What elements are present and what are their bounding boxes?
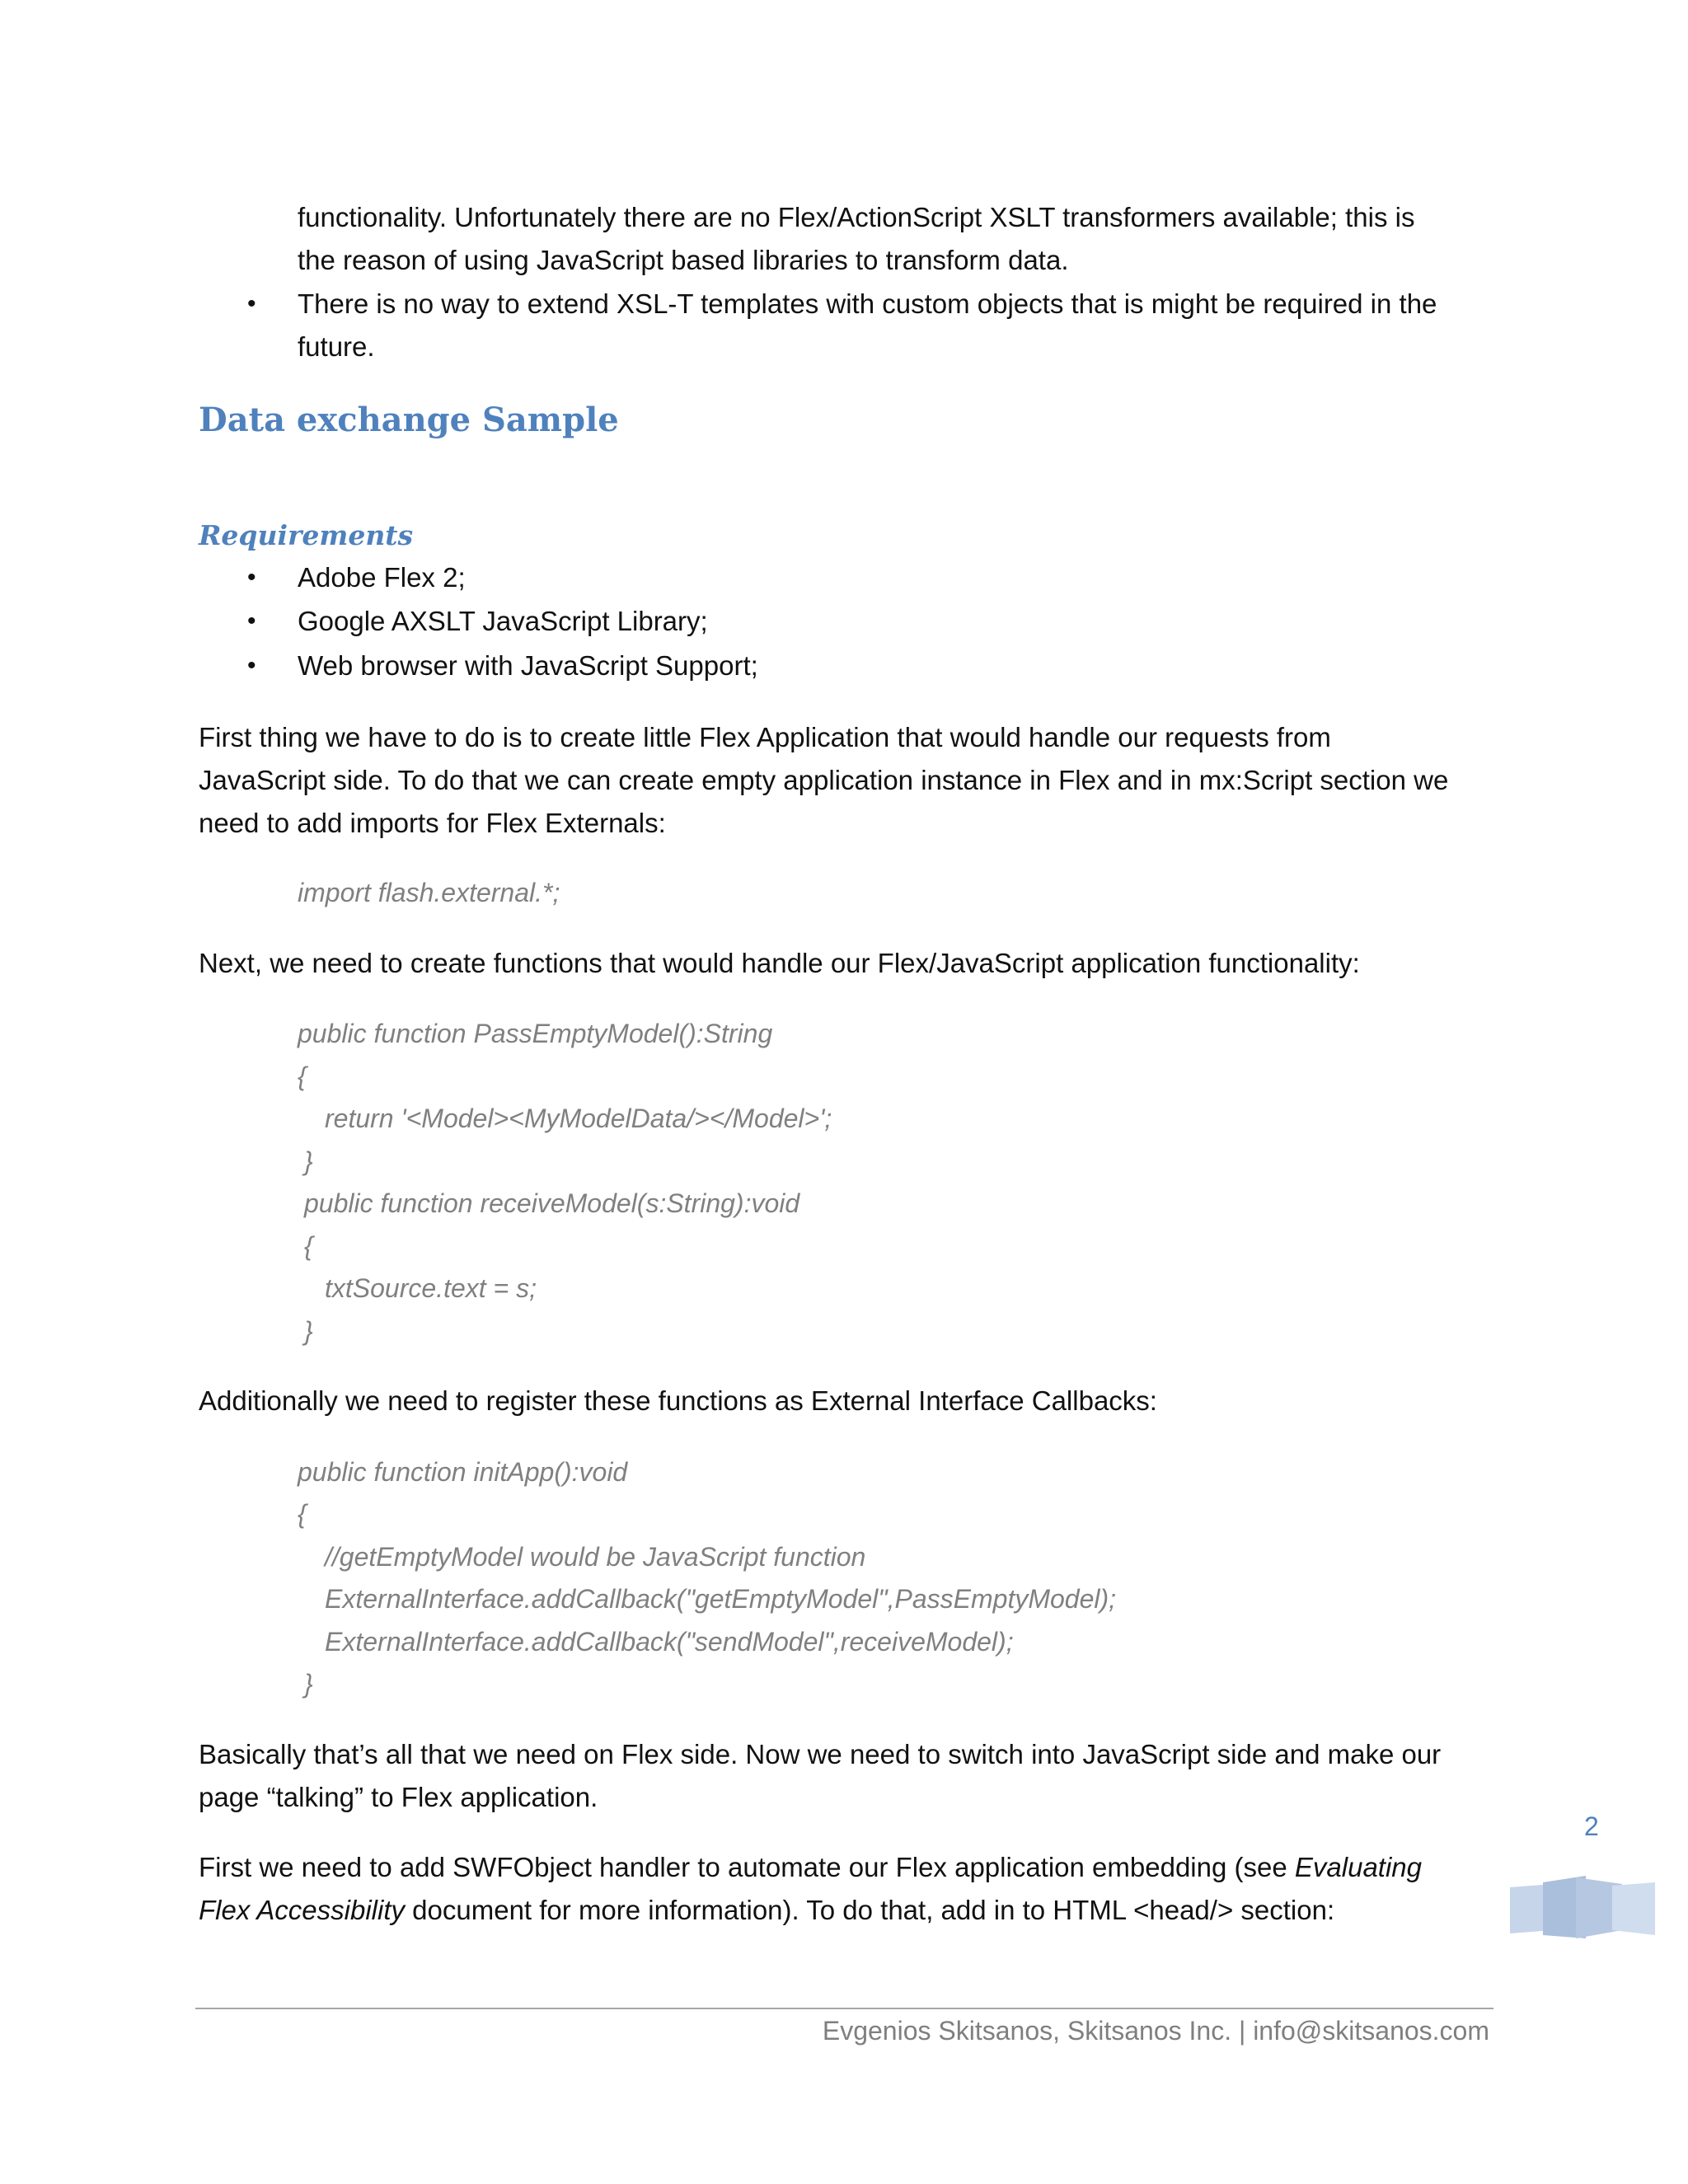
footer-text: Evgenios Skitsanos, Skitsanos Inc. | info@skitsanos.com xyxy=(822,2016,1489,2046)
paragraph-text: document for more information). To do that, add in to HTML <head/> section: xyxy=(405,1895,1335,1925)
code-line: public function initApp():void xyxy=(298,1457,628,1487)
document-reference: Evaluating xyxy=(1294,1852,1422,1882)
paragraph-line: First thing we have to do is to create little Flex Application that would handle our requests from xyxy=(199,722,1331,752)
paragraph-line: Additionally we need to register these functions as External Interface Callbacks: xyxy=(199,1385,1157,1416)
bullet-icon: • xyxy=(247,290,256,317)
requirement-item: Google AXSLT JavaScript Library; xyxy=(298,606,708,636)
code-line: { xyxy=(298,1062,307,1091)
code-line: { xyxy=(304,1231,313,1261)
paragraph-line xyxy=(199,1889,1334,1932)
page-ribbon-icon xyxy=(1508,1876,1657,1942)
code-line: ExternalInterface.addCallback("getEmptyModel",PassEmptyModel); xyxy=(325,1584,1117,1614)
paragraph-line: JavaScript side. To do that we can create empty application instance in Flex and in mx:Script section we xyxy=(199,765,1449,795)
intro-line-2: the reason of using JavaScript based libraries to transform data. xyxy=(298,245,1069,275)
bullet-icon: • xyxy=(247,607,256,635)
paragraph-text: First we need to add SWFObject handler to automate our Flex application embedding (see xyxy=(199,1852,1295,1882)
intro-bullet-line-1: There is no way to extend XSL-T templates with custom objects that is might be required in the xyxy=(298,288,1437,319)
paragraph-line xyxy=(199,1846,1422,1889)
paragraph-line: page “talking” to Flex application. xyxy=(199,1782,598,1812)
intro-line-1: functionality. Unfortunately there are no Flex/ActionScript XSLT transformers available; this is xyxy=(298,202,1415,232)
bullet-icon: • xyxy=(247,564,256,591)
code-line: } xyxy=(304,1669,313,1699)
requirement-item: Web browser with JavaScript Support; xyxy=(298,650,758,681)
code-line: txtSource.text = s; xyxy=(325,1273,537,1303)
section-heading: Data exchange Sample xyxy=(199,401,619,439)
code-line: ExternalInterface.addCallback("sendModel",receiveModel); xyxy=(325,1627,1014,1657)
paragraph-line: Next, we need to create functions that would handle our Flex/JavaScript application functionality: xyxy=(199,948,1360,978)
bullet-icon: • xyxy=(247,652,256,679)
paragraph-line: need to add imports for Flex Externals: xyxy=(199,808,666,838)
code-line: import flash.external.*; xyxy=(298,878,560,907)
code-line: public function receiveModel(s:String):void xyxy=(304,1188,800,1218)
intro-bullet-line-2: future. xyxy=(298,331,375,362)
code-line: } xyxy=(304,1316,313,1346)
code-line: { xyxy=(298,1499,307,1529)
paragraph-line: Basically that’s all that we need on Flex side. Now we need to switch into JavaScript side and make our xyxy=(199,1739,1442,1769)
code-line: } xyxy=(304,1146,313,1176)
code-line: //getEmptyModel would be JavaScript function xyxy=(325,1542,866,1572)
code-line: public function PassEmptyModel():String xyxy=(298,1019,773,1048)
requirement-item: Adobe Flex 2; xyxy=(298,562,466,593)
code-line: return '<Model><MyModelData/></Model>'; xyxy=(325,1104,832,1133)
page-number: 2 xyxy=(1584,1811,1599,1841)
document-reference: Flex Accessibility xyxy=(199,1895,405,1925)
subsection-heading: Requirements xyxy=(199,519,414,551)
